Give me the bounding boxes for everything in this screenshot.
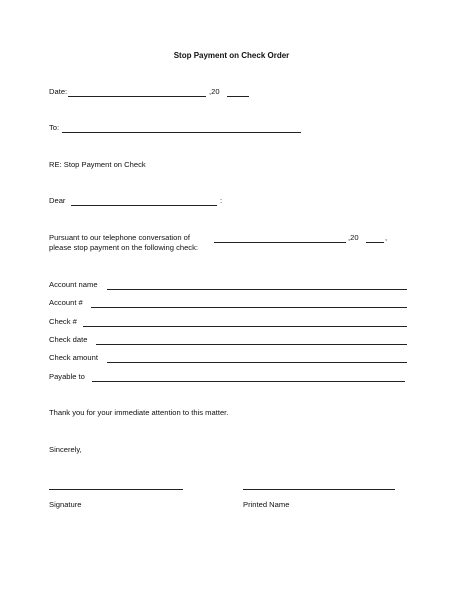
- field-label-payable-to: Payable to: [49, 372, 85, 381]
- field-label-account-name: Account name: [49, 280, 98, 289]
- pursuant-line2: please stop payment on the following check:: [49, 243, 199, 252]
- signature-blank[interactable]: [49, 489, 183, 490]
- signature-label: Signature: [49, 500, 82, 509]
- check-date-blank[interactable]: [96, 344, 407, 345]
- payable-to-blank[interactable]: [92, 381, 405, 382]
- closing-text: Sincerely,: [49, 445, 82, 454]
- thanks-text: Thank you for your immediate attention to this matter.: [49, 408, 229, 417]
- year-prefix: ,20: [209, 87, 220, 96]
- document-title: Stop Payment on Check Order: [173, 51, 290, 60]
- year-blank[interactable]: [227, 96, 249, 97]
- conversation-year-blank[interactable]: [366, 242, 384, 243]
- account-name-blank[interactable]: [107, 289, 407, 290]
- printed-name-blank[interactable]: [243, 489, 395, 490]
- pursuant-comma: ,: [385, 233, 388, 242]
- field-label-check-date: Check date: [49, 335, 88, 344]
- date-label: Date:: [49, 87, 68, 96]
- re-line: RE: Stop Payment on Check: [49, 160, 146, 169]
- field-label-check-amount: Check amount: [49, 353, 98, 362]
- to-label: To:: [49, 123, 60, 132]
- pursuant-text: Pursuant to our telephone conversation of: [49, 233, 190, 242]
- field-label-check-number: Check #: [49, 317, 77, 326]
- dear-suffix: :: [220, 196, 223, 205]
- account-number-blank[interactable]: [91, 307, 407, 308]
- pursuant-year-prefix: ,20: [348, 233, 359, 242]
- dear-blank[interactable]: [71, 205, 217, 206]
- date-blank[interactable]: [68, 96, 206, 97]
- conversation-date-blank[interactable]: [214, 242, 346, 243]
- printed-name-label: Printed Name: [243, 500, 290, 509]
- to-blank[interactable]: [62, 132, 301, 133]
- check-number-blank[interactable]: [83, 326, 407, 327]
- field-label-account-number: Account #: [49, 298, 83, 307]
- check-amount-blank[interactable]: [107, 362, 407, 363]
- dear-label: Dear: [49, 196, 66, 205]
